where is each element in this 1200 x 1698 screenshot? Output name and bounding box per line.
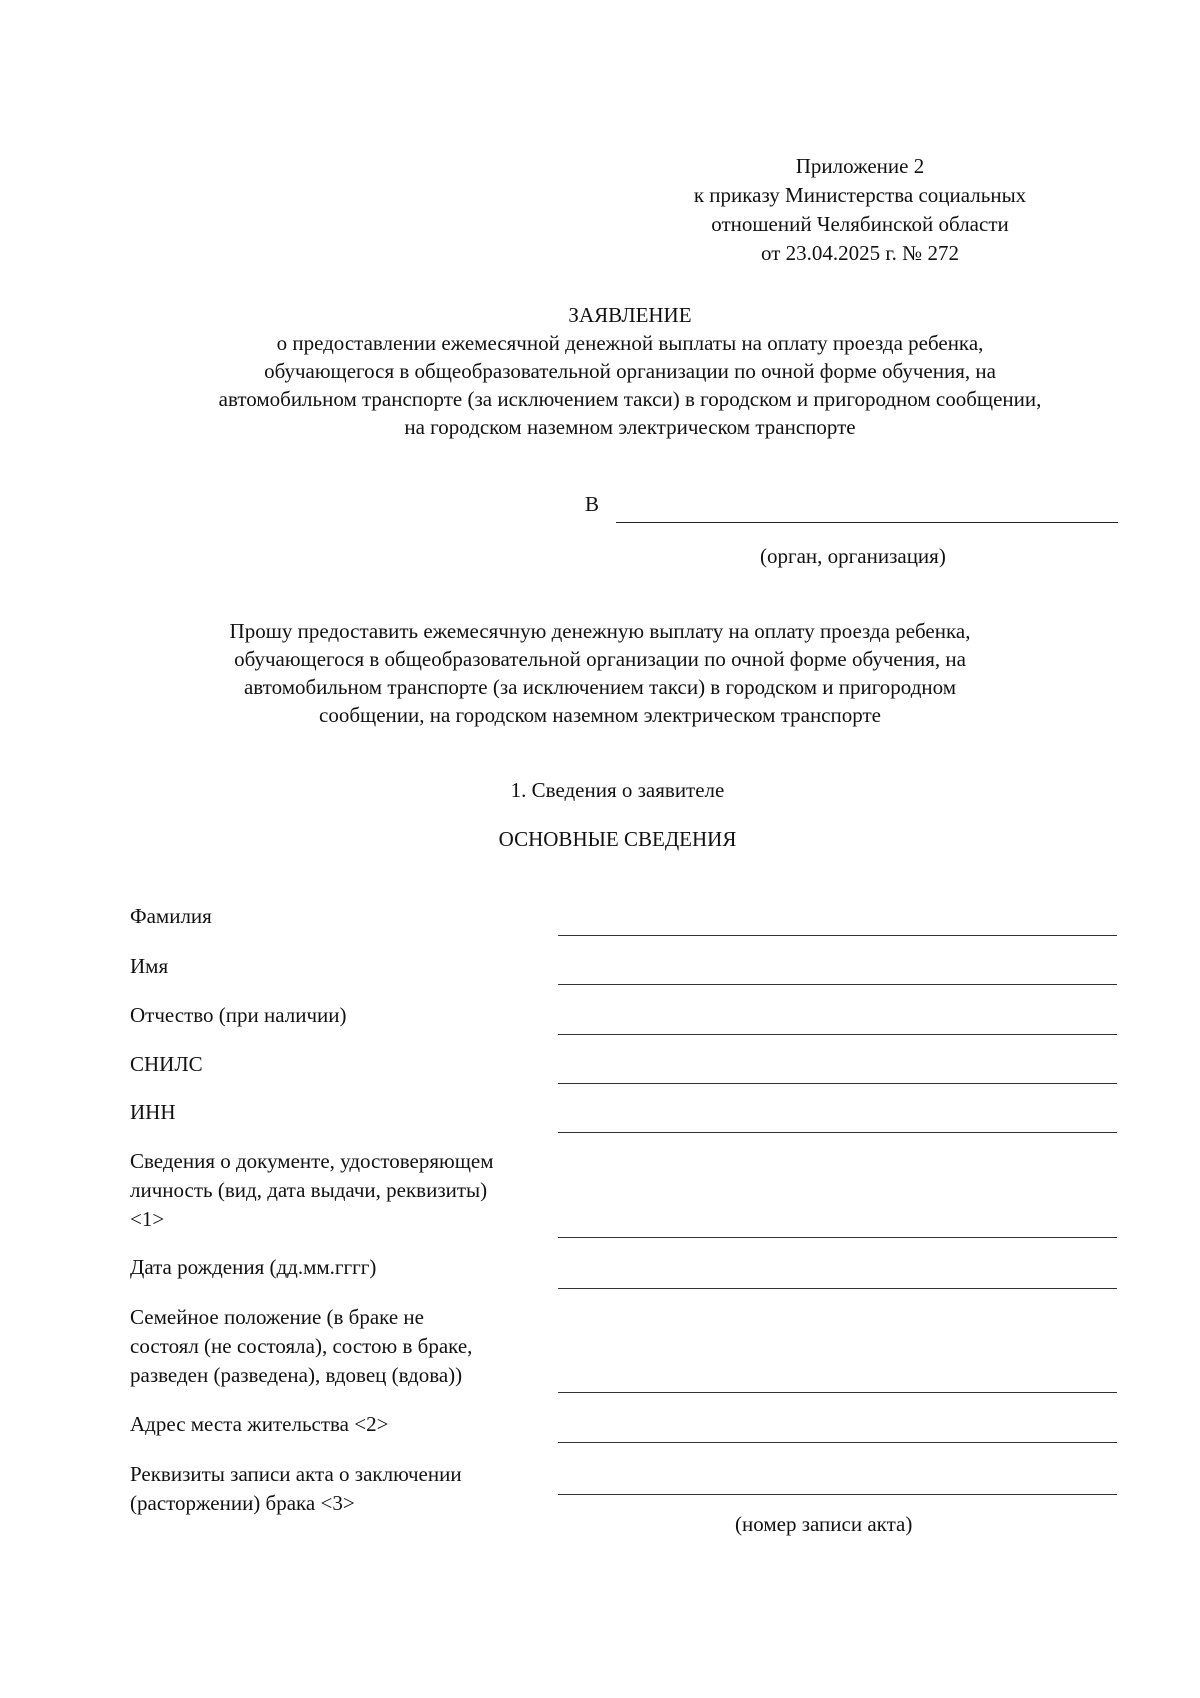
field-label-snils: СНИЛС [130,1052,203,1076]
field-label-marital-status [130,1303,560,1390]
id-document-input-line[interactable] [558,1237,1117,1238]
section-subtitle: ОСНОВНЫЕ СВЕДЕНИЯ [498,827,737,851]
field-label-line: <1> [130,1207,165,1231]
field-label-name: Имя [130,954,169,978]
snils-input-line[interactable] [558,1083,1117,1084]
address-input-line[interactable] [558,1442,1117,1443]
field-label-id-document [130,1147,560,1234]
field-label-line: состоял (не состояла), состою в браке, [130,1334,473,1358]
request-line: автомобильном транспорте (за исключением такси) в городском и пригородном [243,675,957,699]
field-label-patronymic: Отчество (при наличии) [130,1003,347,1027]
appendix-line: отношений Челябинской области [711,212,1009,236]
marriage-act-input-line[interactable] [558,1494,1117,1495]
title-line: обучающегося в общеобразовательной организации по очной форме обучения, на [264,359,996,383]
request-line: сообщении, на городском наземном электрическом транспорте [319,703,881,727]
appendix-line: Приложение 2 [795,154,925,178]
patronymic-input-line[interactable] [558,1034,1117,1035]
recipient-input-line[interactable] [616,522,1118,523]
field-label-inn: ИНН [130,1100,176,1124]
field-label-line: Реквизиты записи акта о заключении [130,1462,462,1486]
birth-date-input-line[interactable] [558,1288,1117,1289]
request-paragraph [150,617,1050,729]
marriage-act-caption: (номер записи акта) [735,1512,913,1536]
field-label-birth-date: Дата рождения (дд.мм.гггг) [130,1255,377,1279]
inn-input-line[interactable] [558,1132,1117,1133]
field-label-line: (расторжении) брака <3> [130,1491,355,1515]
title-line: на городском наземном электрическом транспорте [404,415,856,439]
section-title: 1. Сведения о заявителе [510,778,725,802]
document-title [100,301,1160,441]
appendix-line: к приказу Министерства социальных [693,183,1027,207]
marital-status-input-line[interactable] [558,1392,1117,1393]
name-input-line[interactable] [558,984,1117,985]
surname-input-line[interactable] [558,935,1117,936]
recipient-caption: (орган, организация) [760,544,946,568]
field-label-line: Сведения о документе, удостоверяющем [130,1149,494,1173]
field-label-line: разведен (разведена), вдовец (вдова)) [130,1363,463,1387]
request-line: Прошу предоставить ежемесячную денежную выплату на оплату проезда ребенка, [229,619,971,643]
request-line: обучающегося в общеобразовательной организации по очной форме обучения, на [234,647,966,671]
field-label-address: Адрес места жительства <2> [130,1412,389,1436]
title-line: автомобильном транспорте (за исключением такси) в городском и пригородном сообщении, [218,387,1042,411]
appendix-block [620,152,1100,268]
field-label-line: личность (вид, дата выдачи, реквизиты) [130,1178,488,1202]
recipient-prefix: В [585,492,600,516]
field-label-line: Семейное положение (в браке не [130,1305,424,1329]
title-heading: ЗАЯВЛЕНИЕ [568,303,692,327]
title-line: о предоставлении ежемесячной денежной выплаты на оплату проезда ребенка, [276,331,984,355]
field-label-surname: Фамилия [130,904,212,928]
appendix-line: от 23.04.2025 г. № 272 [761,241,959,265]
field-label-marriage-act [130,1460,560,1518]
